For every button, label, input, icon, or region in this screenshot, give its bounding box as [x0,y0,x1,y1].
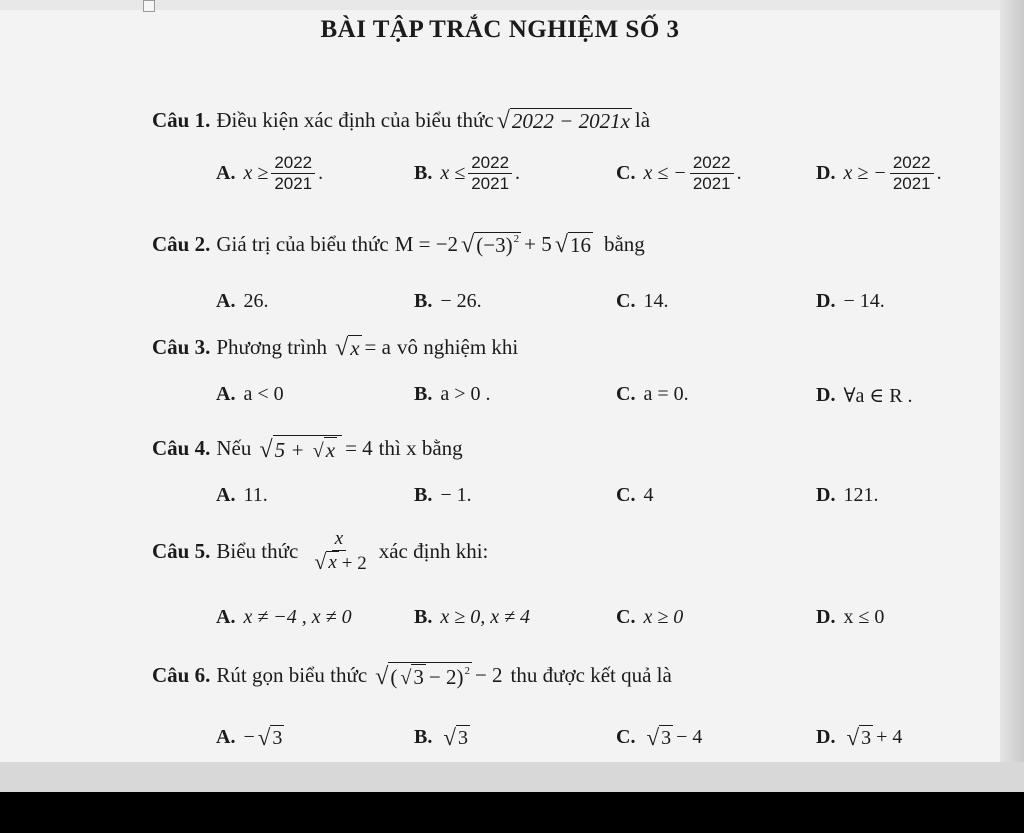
question-label: Câu 1. [152,108,211,133]
option-letter: D. [816,725,836,748]
question-text: Điều kiện xác định của biểu thức [216,108,494,133]
option-relation: x ≥ − [843,161,887,184]
q6-option-b[interactable] [414,725,473,749]
option-text: 4 [643,484,654,506]
inner-sqrt: √ 3 [400,665,424,690]
option-letter: A. [216,606,236,628]
q5-option-c[interactable] [616,606,683,629]
sqrt-expression: √ ( √ 3 − 2)$^2$ [375,663,470,691]
option-relation: x ≤ [440,161,466,184]
question-suffix: bằng [603,232,645,257]
fraction: $\frac{2022}{2021}$ [890,153,934,193]
sqrt-expression: √ $(-3)^2$ [461,230,520,258]
q5-option-a[interactable] [216,606,352,629]
question-suffix: thì x bằng [378,436,463,461]
ruler-indent-marker[interactable] [143,0,155,12]
expression-mid: + 5 [524,232,552,257]
sqrt-expression: √ 3 [443,725,468,750]
option-letter: D. [816,606,836,628]
option-letter: D. [816,161,836,184]
radicand: 16 [569,233,591,257]
bottom-black-bar [0,792,1024,833]
question-2 [152,232,645,257]
expression: = 4 [345,436,373,461]
q2-option-b[interactable] [414,290,482,313]
q2-option-a[interactable] [216,290,268,313]
option-relation: x ≥ [243,161,269,184]
exponent: 2 [464,665,470,678]
sqrt-expression: √ 3 [646,725,672,750]
fraction: $\frac{2022}{2021}$ [271,153,315,193]
question-label: Câu 3. [152,335,211,360]
option-text: a > 0 . [440,383,491,405]
option-text: ∀a ∈ R . [843,385,913,407]
sqrt-expression: √ 16 [554,230,591,258]
option-letter: C. [616,290,636,312]
bottom-gray-bar [0,762,1024,792]
radicand: (−3) [476,233,513,257]
option-letter: D. [816,384,836,406]
q3-option-b[interactable] [414,383,491,406]
q1-option-b[interactable]: B. x ≤ $\frac{2022}{2021}$ . [414,153,521,193]
option-letter: A. [216,725,236,748]
question-text: Phương trình [216,335,327,360]
q6-option-d[interactable]: D. √ 3 + 4 [816,725,903,750]
option-text: − 1. [440,484,472,506]
inner-radicand: 3 [413,665,424,689]
sqrt-expression: √ 3 [846,725,872,750]
q2-option-c[interactable] [616,290,668,313]
option-letter: A. [216,383,236,405]
option-letter: C. [616,484,636,506]
q5-option-b[interactable] [414,606,530,629]
page-edge-shadow [1000,0,1024,762]
option-text: a < 0 [243,383,284,405]
expression-left: M = −2 [394,232,459,257]
option-letter: C. [616,161,636,184]
question-5 [152,528,488,575]
sqrt-expression: √ 2022 − 2021x [496,106,630,134]
option-letter: C. [616,606,636,628]
option-letter: A. [216,161,236,184]
option-letter: B. [414,383,433,405]
q3-option-c[interactable] [616,383,689,406]
option-letter: C. [616,725,636,748]
option-text: − 14. [843,290,885,312]
question-label: Câu 4. [152,436,211,461]
option-letter: C. [616,383,636,405]
q1-option-c[interactable]: C. x ≤ − $\frac{2022}{2021}$ . [616,153,742,193]
fraction: $\frac{2022}{2021}$ [468,153,512,193]
question-1 [152,108,650,133]
option-text: 121. [843,484,879,506]
option-text: − 26. [440,290,482,312]
question-label: Câu 2. [152,232,211,257]
exponent: 2 [513,233,520,245]
sqrt-expression: √ 3 [257,725,283,750]
option-letter: A. [216,290,236,312]
q6-option-a[interactable]: A. − √ 3 [216,725,283,750]
denominator: √ x + 2 [314,549,367,574]
option-text: 14. [643,290,669,312]
expression: = a [364,335,391,360]
option-letter: B. [414,484,433,506]
option-text: x ≤ 0 [843,606,885,628]
question-text: Nếu [216,436,252,461]
fraction: $\frac{2022}{2021}$ [690,153,734,193]
q5-option-d[interactable] [816,606,884,629]
q1-option-a[interactable]: A. x ≥ $\frac{2022}{2021}$ . [216,153,324,193]
option-text: x ≠ −4 , x ≠ 0 [243,606,352,628]
option-text: x ≥ 0 [643,606,684,628]
question-suffix: là [634,108,651,133]
option-text: 11. [243,484,268,506]
q1-option-d[interactable]: D. x ≥ − $\frac{2022}{2021}$ . [816,153,942,193]
option-letter: A. [216,484,236,506]
option-letter: B. [414,290,433,312]
question-3 [152,335,518,360]
option-letter: D. [816,484,836,506]
option-text: a = 0. [643,383,689,405]
q3-option-a[interactable] [216,383,284,406]
question-label: Câu 5. [152,538,211,563]
option-letter: B. [414,606,433,628]
q4-option-d[interactable] [816,484,878,507]
radicand: 5 + [274,438,305,463]
inner-sqrt: √ x [312,438,336,463]
question-text: Rút gọn biểu thức [216,663,368,688]
q3-option-d[interactable] [816,383,913,408]
option-letter: D. [816,290,836,312]
radicand: 2022 − 2021x [511,109,630,133]
question-label: Câu 6. [152,663,211,688]
option-text: x ≥ 0, x ≠ 4 [440,606,531,628]
q4-option-a[interactable] [216,484,268,507]
q4-option-b[interactable] [414,484,472,507]
question-4 [152,435,463,462]
question-suffix: xác định khi: [378,538,489,563]
radicand: x [328,551,337,573]
worksheet-title: BÀI TẬP TRẮC NGHIỆM SỐ 3 [320,16,680,43]
fraction [308,528,369,575]
q4-option-c[interactable] [616,484,653,507]
question-6 [152,662,672,689]
sqrt-expression: √ x [334,333,360,361]
option-letter: B. [414,161,433,184]
q2-option-d[interactable] [816,290,885,313]
q6-option-c[interactable]: C. √ 3 − 4 [616,725,703,750]
option-text: 26. [243,290,269,312]
question-text: Biểu thức [216,538,299,563]
option-relation: x ≤ − [643,161,687,184]
sqrt-expression: √ 5 + √ x [259,435,342,462]
question-text: Giá trị của biểu thức [216,232,389,257]
question-suffix: vô nghiệm khi [396,335,519,360]
inner-radicand: x [325,438,336,462]
option-letter: B. [414,725,433,748]
question-suffix: thu được kết quả là [510,663,672,688]
expression: − 2 [474,663,503,688]
numerator: x [332,528,346,551]
radicand: x [350,336,360,360]
